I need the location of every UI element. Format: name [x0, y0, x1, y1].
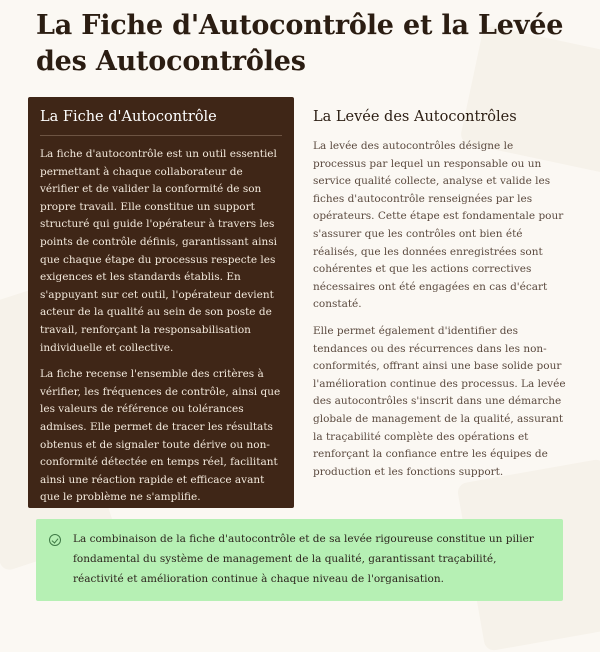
check-circle-icon [49, 534, 61, 546]
card-paragraph: La fiche d'autocontrôle est un outil essentiel permettant à chaque collaborateur de vérifier et de valider la conformité de son propre travail. Elle constitue un support structuré qui guide l'opérateur à travers les points de contrôle définis, garantissant ainsi que chaque étape du processus respecte les exigences et les standards établis. En s'appuyant sur cet outil, l'opérateur devient acteur de la qualité au sein de son poste de travail, renforçant la responsabilisation individuelle et collective. [40, 148, 278, 354]
autocontrol-release-section [313, 97, 568, 490]
card-heading: La Fiche d'Autocontrôle [40, 109, 217, 125]
card-divider [40, 135, 282, 136]
summary-callout [36, 519, 563, 601]
content-columns [36, 97, 564, 508]
section-paragraph: Elle permet également d'identifier des tendances ou des récurrences dans les non-conformités, offrant ainsi une base solide pour l'amélioration continue des processus. La levée des autocontrôles s'inscrit dans une démarche globale de management de la qualité, assurant la traçabilité complète des opérations et renforçant la confiance entre les équipes de production et les fonctions support. [313, 324, 566, 478]
callout-text: La combinaison de la fiche d'autocontrôle et de sa levée rigoureuse constitue un pilier fondamental du système de management de la qualité, garantissant traçabilité, réactivité et amélioration continue à chaque niveau de l'organisation. [73, 533, 534, 585]
section-heading: La Levée des Autocontrôles [313, 109, 517, 125]
autocontrol-sheet-card [28, 97, 294, 508]
page-title: La Fiche d'Autocontrôle et la Levée des Autocontrôles [36, 10, 564, 77]
section-paragraph: La levée des autocontrôles désigne le processus par lequel un responsable ou un service qualité collecte, analyse et valide les fiches d'autocontrôle renseignées par les opérateurs. Cette étape est fondamentale pour s'assurer que les contrôles ont bien été réalisés, que les données enregistrées sont cohérentes et que les actions correctives nécessaires ont été engagées en cas d'écart constaté. [313, 140, 564, 311]
card-paragraph: La fiche recense l'ensemble des critères à vérifier, les fréquences de contrôle, ainsi que les valeurs de référence ou tolérances admises. Elle permet de tracer les résultats obtenus et de signaler toute dérive ou non-conformité détectée en temps réel, facilitant ainsi une réaction rapide et efficace avant que le problème ne s'amplifie. [40, 368, 281, 504]
